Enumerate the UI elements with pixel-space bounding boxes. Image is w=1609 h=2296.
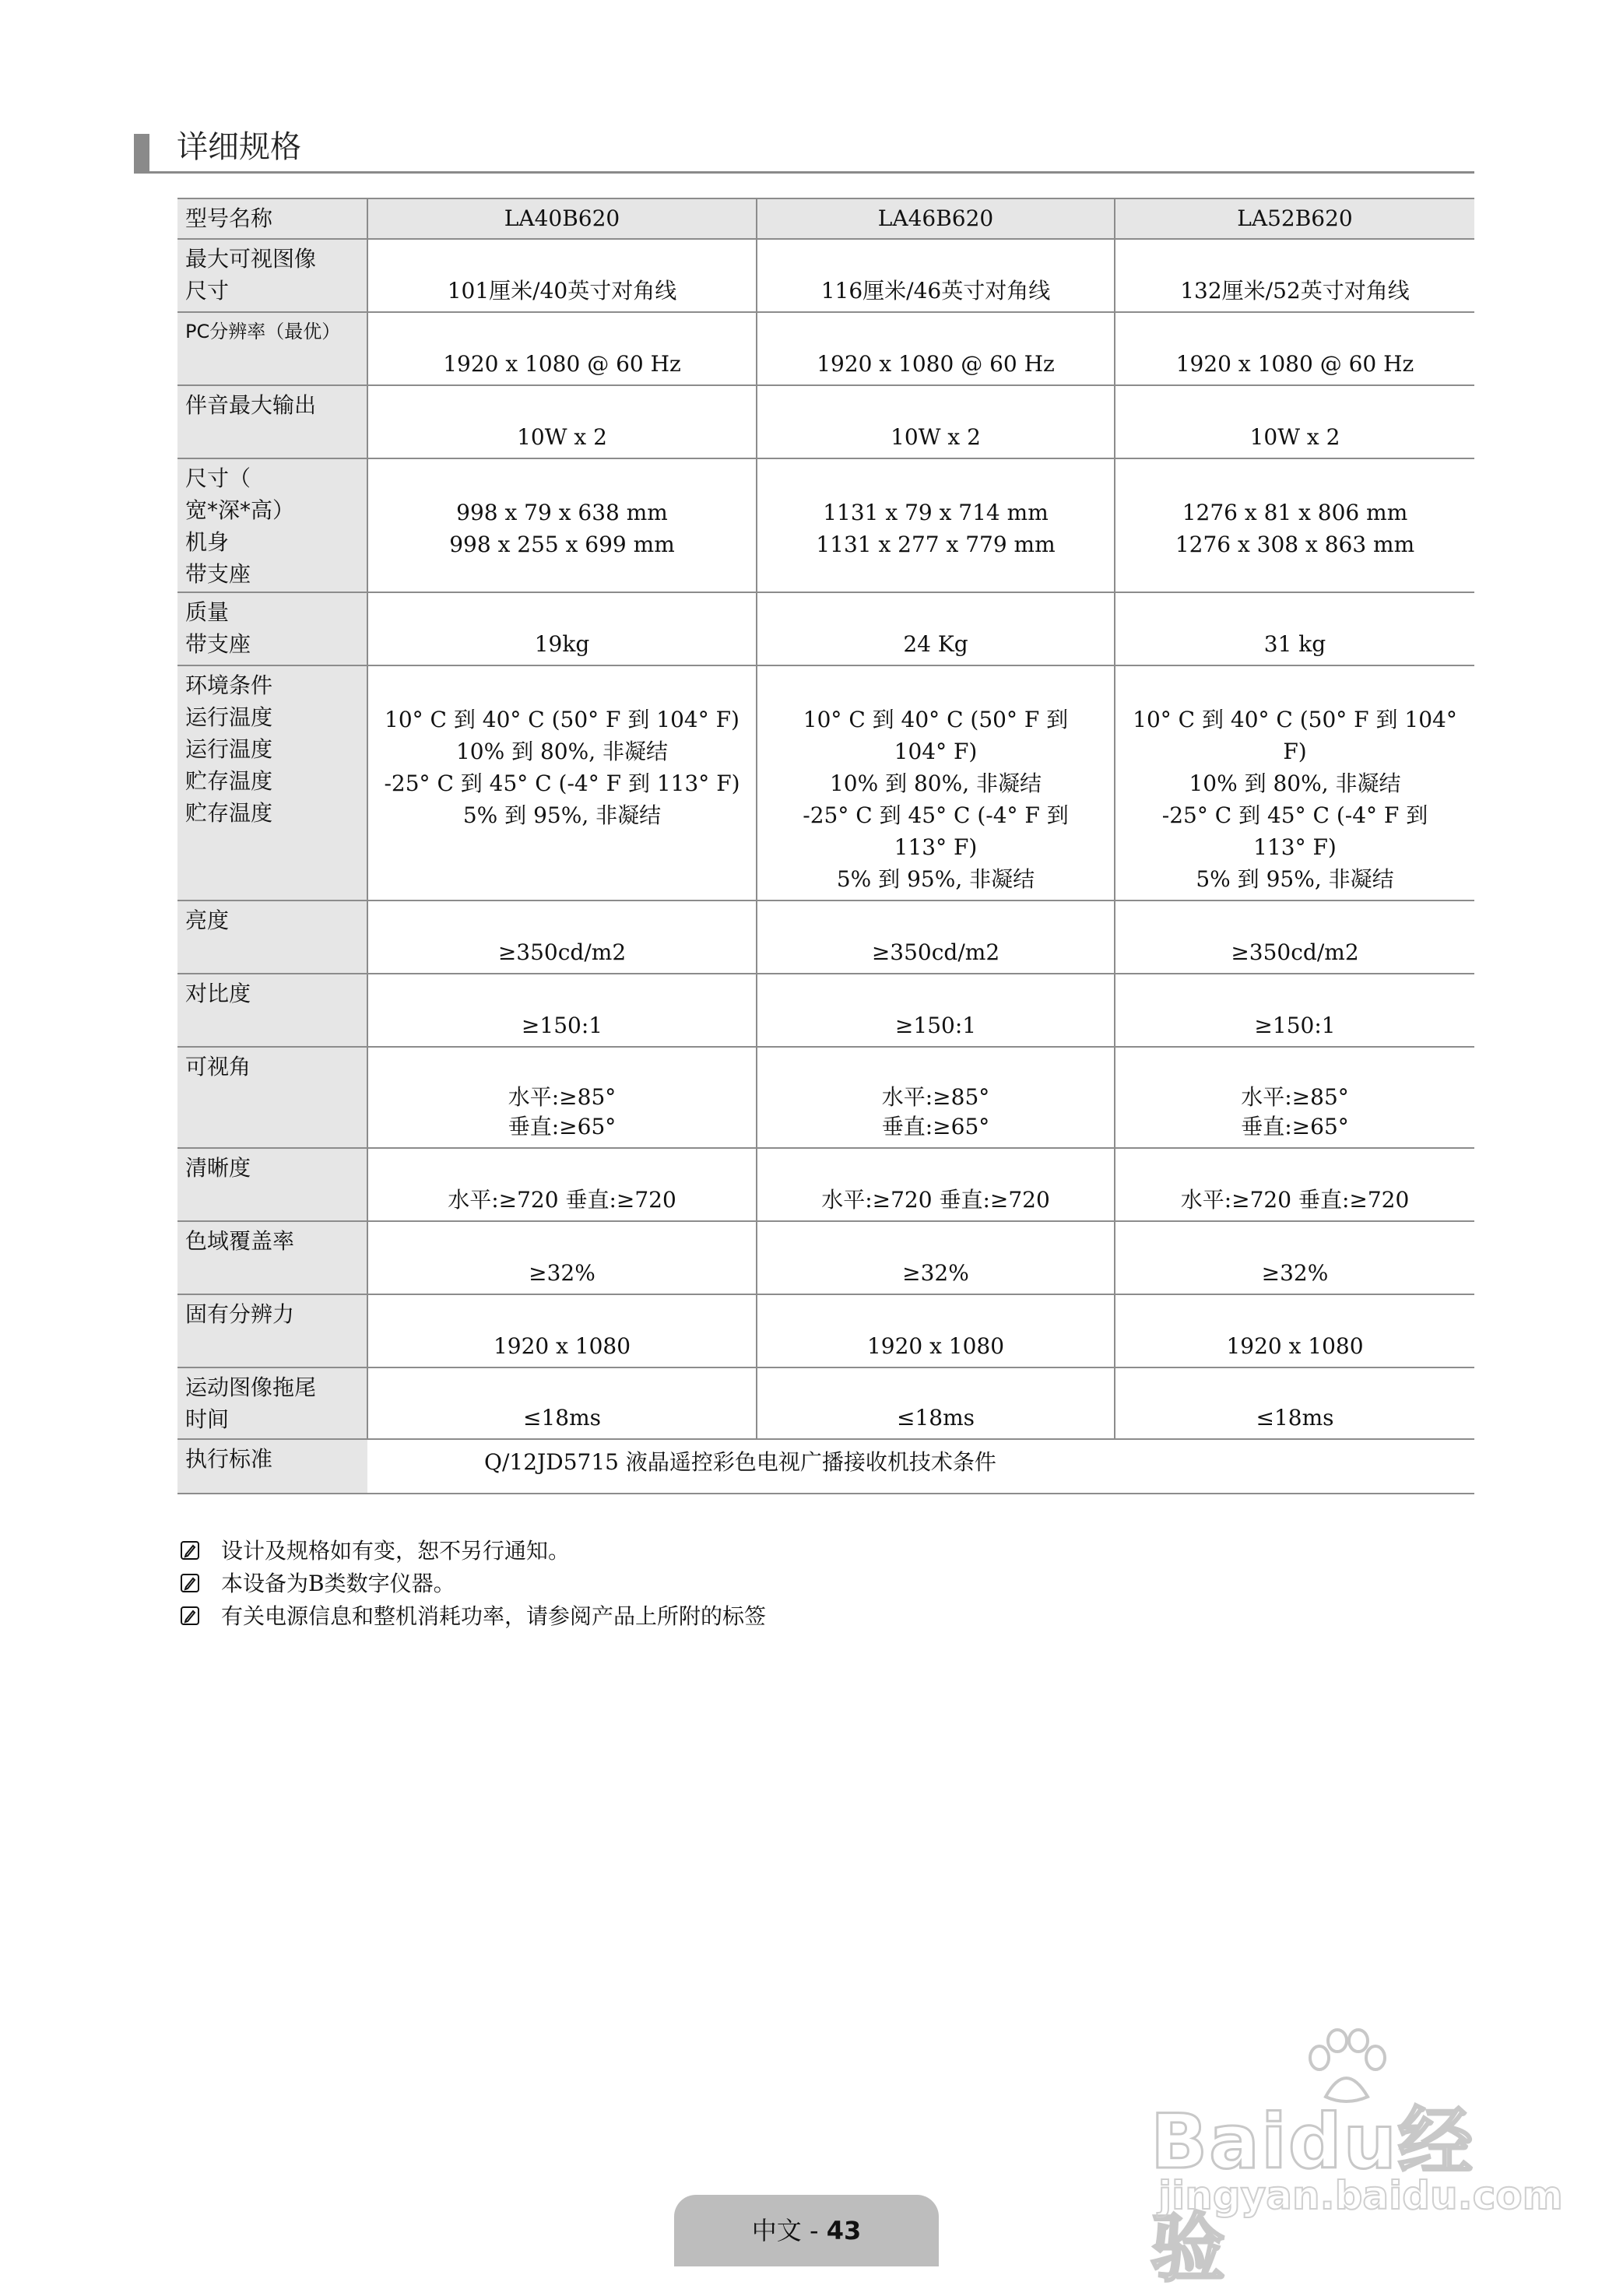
value-cell: [367, 1367, 757, 1439]
note-text: 设计及规格如有变，恕不另行通知。: [221, 1538, 571, 1564]
standard-value-cell: Q/12JD5715 液晶遥控彩色电视广播接收机技术条件: [367, 1439, 1474, 1494]
value-line: 5% 到 95%, 非凝结: [462, 802, 662, 828]
footer-separator: -: [801, 2216, 827, 2245]
value-cell: [367, 385, 757, 458]
spec-row-contrast: [177, 974, 1474, 1047]
value-line: 10W x 2: [517, 424, 607, 450]
row-label-cell: [177, 1148, 367, 1221]
heading-bar-marker: [134, 134, 149, 171]
spec-row-screen-size: [177, 239, 1474, 312]
value-line: ≤18ms: [1256, 1405, 1334, 1431]
model-cell: LA40B620: [367, 198, 757, 239]
value-line: 10° C 到 40° C (50° F 到: [803, 707, 1069, 732]
value-line: 1920 x 1080: [866, 1333, 1005, 1359]
value-line: 10W x 2: [891, 424, 981, 450]
value-block: [882, 1081, 990, 1141]
row-label-line: 运行温度: [185, 736, 273, 762]
value-cell: [757, 458, 1115, 592]
spec-row-audio-output: [177, 385, 1474, 458]
value-line: 水平:≥720 垂直:≥720: [1180, 1187, 1410, 1213]
value-line: 113° F): [1253, 834, 1337, 860]
note-item: [177, 1535, 766, 1568]
header-label-cell: 型号名称: [177, 198, 367, 239]
value-line: ≥32%: [902, 1260, 969, 1286]
value-line: -25° C 到 45° C (-4° F 到 113° F): [384, 771, 740, 796]
value-line: 1920 x 1080 @ 60 Hz: [1175, 351, 1414, 377]
value-line: ≥150:1: [521, 1013, 603, 1038]
value-line: 10° C 到 40° C (50° F 到 104° F): [1133, 707, 1457, 764]
value-line: 水平:≥85°: [881, 1084, 990, 1110]
value-line: 垂直:≥65°: [1241, 1114, 1349, 1139]
page-footer-tab: [674, 2195, 939, 2266]
value-line: 1920 x 1080 @ 60 Hz: [817, 351, 1055, 377]
value-line: 1276 x 308 x 863 mm: [1175, 532, 1415, 557]
value-cell: [367, 239, 757, 312]
value-line: 1131 x 79 x 714 mm: [823, 500, 1049, 525]
row-label-line: 固有分辨力: [185, 1301, 295, 1327]
page-number: 43: [826, 2216, 862, 2245]
value-cell: [367, 1148, 757, 1221]
value-line: 10% 到 80%, 非凝结: [829, 771, 1042, 796]
value-cell: [757, 900, 1115, 974]
row-label-line: 尺寸（: [185, 465, 251, 491]
value-line: 113° F): [894, 834, 978, 860]
value-cell: [367, 592, 757, 665]
row-label-cell: [177, 665, 367, 900]
value-line: 10% 到 80%, 非凝结: [1189, 771, 1401, 796]
row-label-line: 宽*深*高）: [185, 497, 295, 523]
row-label-cell: [177, 312, 367, 385]
value-cell: [1115, 900, 1474, 974]
watermark-brand: Baidu经验: [1151, 2098, 1474, 2292]
value-cell: [757, 1047, 1115, 1148]
spec-row-sharpness: [177, 1148, 1474, 1221]
value-line: 水平:≥720 垂直:≥720: [821, 1187, 1050, 1213]
row-label-line: 质量: [185, 599, 230, 625]
footer-language: 中文: [751, 2216, 802, 2245]
value-cell: [757, 1148, 1115, 1221]
row-label-cell: [177, 900, 367, 974]
value-line: 101厘米/40英寸对角线: [447, 278, 677, 304]
value-cell: [757, 1221, 1115, 1294]
section-title: 详细规格: [177, 129, 301, 165]
value-line: 1920 x 1080: [493, 1333, 631, 1359]
spec-row-native-resolution: [177, 1294, 1474, 1367]
value-cell: [757, 239, 1115, 312]
spec-row-color-gamut: [177, 1221, 1474, 1294]
value-block: [508, 1081, 617, 1141]
value-cell: [1115, 239, 1474, 312]
value-cell: [1115, 592, 1474, 665]
value-line: 5% 到 95%, 非凝结: [836, 866, 1035, 892]
row-label-line: 运行温度: [185, 704, 273, 730]
row-label-line: 最大可视图像: [185, 246, 317, 272]
value-line: 31 kg: [1263, 631, 1326, 657]
row-label-cell: [177, 458, 367, 592]
value-line: 垂直:≥65°: [508, 1114, 617, 1139]
row-label-line: 运动图像拖尾: [185, 1374, 317, 1400]
value-cell: [757, 665, 1115, 900]
value-line: ≥150:1: [894, 1013, 977, 1038]
row-label-line: 贮存温度: [185, 800, 273, 826]
value-cell: [367, 1047, 757, 1148]
value-line: 垂直:≥65°: [881, 1114, 990, 1139]
value-cell: [1115, 385, 1474, 458]
row-label-line: 对比度: [185, 981, 251, 1006]
value-line: 10W x 2: [1249, 424, 1340, 450]
value-line: ≥150:1: [1254, 1013, 1336, 1038]
note-text: 本设备为B类数字仪器。: [221, 1571, 455, 1596]
value-line: 24 Kg: [903, 631, 968, 657]
row-label-line: 时间: [185, 1406, 230, 1432]
value-line: 19kg: [534, 631, 590, 657]
section-heading: [134, 125, 1474, 174]
row-label-line: 色域覆盖率: [185, 1228, 295, 1254]
value-cell: [367, 312, 757, 385]
value-cell: [757, 1294, 1115, 1367]
spec-row-brightness: [177, 900, 1474, 974]
value-cell: [367, 665, 757, 900]
value-cell: [367, 458, 757, 592]
row-label-cell: [177, 239, 367, 312]
row-label-line: 可视角: [185, 1054, 251, 1080]
value-block: [1241, 1081, 1349, 1141]
value-line: 104° F): [894, 739, 978, 764]
notes-list: [177, 1535, 766, 1633]
row-label-line: 机身: [185, 529, 230, 555]
value-cell: [367, 1221, 757, 1294]
value-cell: [1115, 312, 1474, 385]
value-line: 132厘米/52英寸对角线: [1180, 278, 1410, 304]
row-label-cell: [177, 385, 367, 458]
value-cell: [1115, 1294, 1474, 1367]
value-line: -25° C 到 45° C (-4° F 到: [803, 802, 1069, 828]
row-label-line: 带支座: [185, 561, 251, 587]
value-cell: [1115, 1221, 1474, 1294]
value-cell: [1115, 974, 1474, 1047]
value-line: 998 x 79 x 638 mm: [456, 500, 668, 525]
note-item: [177, 1568, 766, 1600]
value-line: 1276 x 81 x 806 mm: [1182, 500, 1408, 525]
row-label-line: 带支座: [185, 631, 251, 657]
note-pencil-icon: [181, 1606, 199, 1625]
value-line: 水平:≥85°: [1241, 1084, 1349, 1110]
footer-text: [674, 2215, 939, 2246]
spec-row-pc-resolution: [177, 312, 1474, 385]
value-line: 1920 x 1080 @ 60 Hz: [443, 351, 681, 377]
watermark-url: jingyan.baidu.com: [1158, 2173, 1563, 2218]
note-item: [177, 1600, 766, 1633]
value-cell: [1115, 1148, 1474, 1221]
spec-row-viewing-angle: [177, 1047, 1474, 1148]
value-line: 水平:≥85°: [508, 1084, 617, 1110]
spec-header-row: [177, 198, 1474, 239]
value-line: 1920 x 1080: [1226, 1333, 1364, 1359]
value-line: 水平:≥720 垂直:≥720: [448, 1187, 676, 1213]
spec-row-standard: [177, 1439, 1474, 1494]
spec-table: [177, 198, 1474, 1494]
row-label-line: 贮存温度: [185, 768, 273, 794]
value-line: 998 x 255 x 699 mm: [449, 532, 675, 557]
value-line: 10° C 到 40° C (50° F 到 104° F): [385, 707, 740, 732]
row-label-line: 亮度: [185, 908, 230, 933]
value-cell: [367, 1294, 757, 1367]
value-cell: [1115, 1367, 1474, 1439]
model-cell: LA52B620: [1115, 198, 1474, 239]
value-cell: [757, 592, 1115, 665]
row-label-line: 尺寸: [185, 278, 230, 304]
row-label-line: 清晰度: [185, 1155, 251, 1181]
value-cell: [757, 312, 1115, 385]
row-label-cell: [177, 1367, 367, 1439]
row-label-line: 环境条件: [185, 672, 273, 698]
model-cell: LA46B620: [757, 198, 1115, 239]
row-label-line: PC分辨率（最优）: [185, 321, 341, 342]
value-line: ≥350cd/m2: [1231, 939, 1359, 965]
value-line: ≥32%: [529, 1260, 595, 1286]
spec-row-environment: [177, 665, 1474, 900]
value-line: ≥350cd/m2: [497, 939, 627, 965]
spec-row-weight: [177, 592, 1474, 665]
value-cell: [367, 974, 757, 1047]
row-label-cell: [177, 974, 367, 1047]
value-cell: [1115, 665, 1474, 900]
value-cell: [1115, 458, 1474, 592]
row-label-cell: 执行标准: [177, 1439, 367, 1494]
value-line: -25° C 到 45° C (-4° F 到: [1161, 802, 1428, 828]
note-pencil-icon: [181, 1574, 199, 1592]
value-line: 5% 到 95%, 非凝结: [1196, 866, 1394, 892]
value-line: ≥32%: [1261, 1260, 1329, 1286]
value-line: 1131 x 277 x 779 mm: [816, 532, 1056, 557]
row-label-cell: [177, 592, 367, 665]
value-line: ≥350cd/m2: [871, 939, 1000, 965]
note-text: 有关电源信息和整机消耗功率，请参阅产品上所附的标签: [221, 1603, 767, 1629]
row-label-cell: [177, 1047, 367, 1148]
row-label-cell: [177, 1221, 367, 1294]
baidu-jingyan-watermark: [1151, 2028, 1563, 2292]
spec-row-motion-blur: [177, 1367, 1474, 1439]
row-label-line: 伴音最大输出: [185, 392, 317, 418]
value-line: ≤18ms: [896, 1405, 975, 1431]
value-cell: [757, 974, 1115, 1047]
value-line: 116厘米/46英寸对角线: [820, 278, 1051, 304]
value-line: 10% 到 80%, 非凝结: [455, 739, 669, 764]
value-line: ≤18ms: [522, 1405, 601, 1431]
value-cell: [757, 385, 1115, 458]
note-pencil-icon: [181, 1541, 199, 1560]
row-label-cell: [177, 1294, 367, 1367]
spec-row-dimensions: [177, 458, 1474, 592]
value-cell: [757, 1367, 1115, 1439]
value-cell: [367, 900, 757, 974]
value-cell: [1115, 1047, 1474, 1148]
